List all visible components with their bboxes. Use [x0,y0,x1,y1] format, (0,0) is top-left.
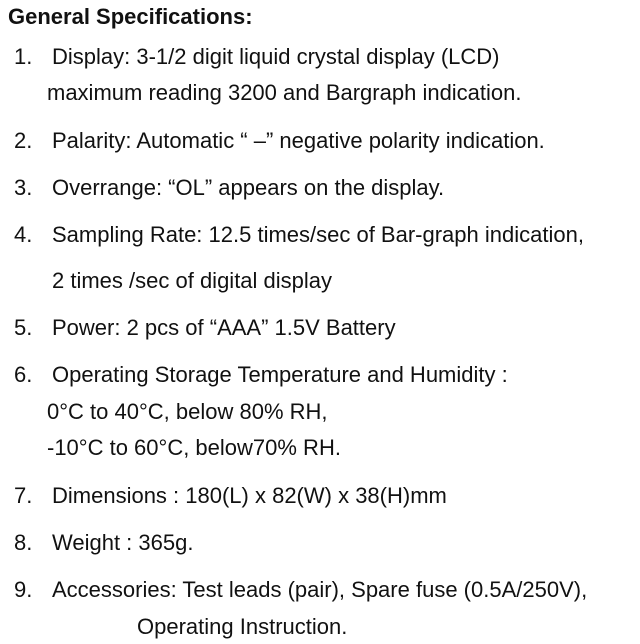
page-title: General Specifications: [8,4,253,29]
list-item-text: Overrange: “OL” appears on the display. [52,175,445,200]
list-item-text: 2 times /sec of digital display [52,268,333,293]
list-item-number: 9. [14,577,33,602]
list-item-text: Operating Instruction. [137,614,348,639]
list-item-number: 7. [14,483,33,508]
list-item-text: Dimensions : 180(L) x 82(W) x 38(H)mm [52,483,447,508]
list-item-text: Weight : 365g. [52,530,194,555]
list-item-text: maximum reading 3200 and Bargraph indication. [47,80,522,105]
list-item-number: 8. [14,530,33,555]
list-item-number: 2. [14,128,33,153]
list-item-text: 0°C to 40°C, below 80% RH, [47,399,328,424]
list-item-text: Palarity: Automatic “ –” negative polarity indication. [52,128,545,153]
list-item-text: Sampling Rate: 12.5 times/sec of Bar-graph indication, [52,222,584,247]
list-item-text: Power: 2 pcs of “AAA” 1.5V Battery [52,315,396,340]
list-item-number: 4. [14,222,33,247]
list-item-number: 5. [14,315,33,340]
list-item-number: 6. [14,362,33,387]
list-item-text: Accessories: Test leads (pair), Spare fuse (0.5A/250V), [52,577,588,602]
list-item-number: 3. [14,175,33,200]
list-item-text: Operating Storage Temperature and Humidity : [52,362,508,387]
list-item-text: Display: 3-1/2 digit liquid crystal display (LCD) [52,44,500,69]
list-item-text: -10°C to 60°C, below70% RH. [47,435,341,460]
list-item-number: 1. [14,44,33,69]
